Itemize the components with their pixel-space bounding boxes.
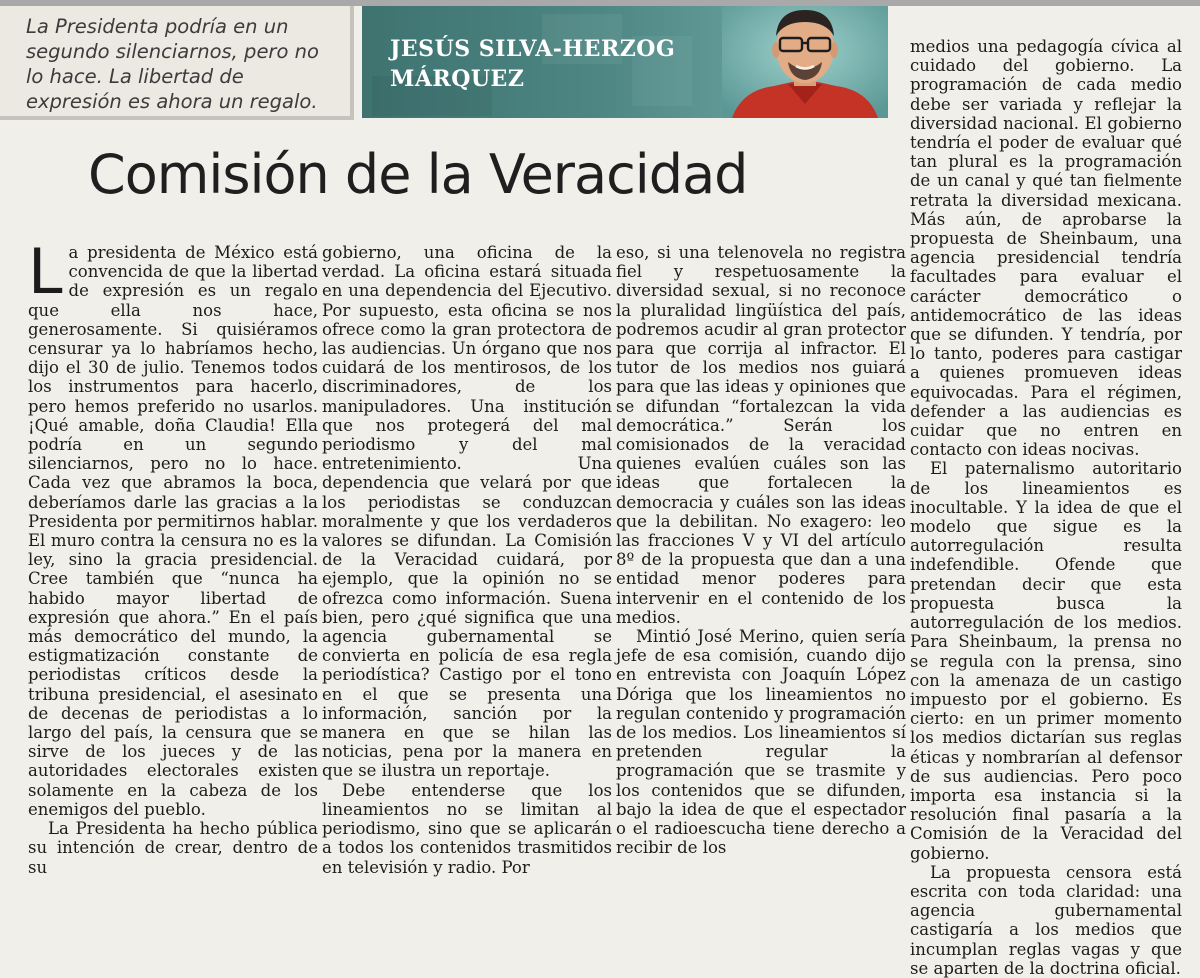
byline-banner: [362, 6, 888, 118]
author-portrait-icon: [722, 6, 888, 118]
article-paragraph: eso, si una telenovela no registra fiel y respetuosamente la diversidad sexual, si no reconoce la pluralidad lingüística del país, podremos acudir al gran protector para que corrija al infractor. El tutor de los medios nos guiará para que las ideas y opiniones que se difundan “fortalezcan la vida democrática.” Serán los comisionados de la veracidad quienes evalúen cuáles son las ideas que fortalecen la democracia y cuáles son las ideas que la debilitan. No exagero: leo las fracciones V y VI del artículo 8º de la propuesta que dan a una entidad menor poderes para intervenir en el contenido de los medios.: [616, 243, 906, 627]
article-column-2: [322, 243, 612, 877]
paragraph-text: a presidenta de México está convencida de que la libertad de expresión es un regalo que ella nos hace, generosamente. Si quisiéramos censurar ya lo habríamos hecho, dijo el 30 de julio. Tenemos todos los instrumentos para hacerlo, pero hemos preferido no usarlos. ¡Qué amable, doña Claudia! Ella podría en un segundo silenciarnos, pero no lo hace. Cada vez que abramos la boca, deberíamos darle las gracias a la Presidenta por permitirnos hablar. El muro contra la censura no es la ley, sino la gracia presidencial. Cree también que “nunca ha habido mayor libertad de expresión que ahora.” En el país más democrático del mundo, la estigmatización constante de periodistas críticos desde la tribuna presidencial, el asesinato de decenas de periodistas a lo largo del país, la censura que se sirve de los jueces y de las autoridades electorales existen solamente en la cabeza de los enemigos del pueblo.: [28, 243, 318, 819]
pull-quote: La Presidenta podría en un segundo silenciarnos, pero no lo hace. La libertad de expresión es ahora un regalo.: [26, 15, 319, 113]
article-column-4: [910, 37, 1182, 978]
author-name: [390, 34, 675, 94]
article-paragraph: El paternalismo autoritario de los lineamientos es inocultable. Y la idea de que el modelo que sigue es la autorregulación resulta indefendible. Ofende que pretendan decir que esta propuesta busca la autorregulación de los medios. Para Sheinbaum, la prensa no se regula con la prensa, sino con la amenaza de un castigo impuesto por el gobierno. Es cierto: en un primer momento los medios dictarían sus reglas éticas y nombrarían al defensor de sus audiencias. Pero poco importa esa instancia si la resolución final pasaría a la Comisión de la Veracidad del gobierno.: [910, 459, 1182, 863]
author-name-line1: JESÚS SILVA-HERZOG: [390, 36, 676, 62]
article-paragraph: [28, 235, 318, 819]
article-paragraph: Debe entenderse que los lineamientos no se limitan al periodismo, sino que se aplicarán a todos los contenidos trasmitidos en televisión y radio. Por: [322, 780, 612, 877]
article-paragraph: Mintió José Merino, quien sería jefe de esa comisión, cuando dijo en entrevista con Joaquín López Dóriga que los lineamientos no regulan contenido y programación de los medios. Los lineamientos sí pretenden regular la programación que se trasmite y los contenidos que se difunden, bajo la idea de que el espectador o el radioescucha tiene derecho a recibir de los: [616, 627, 906, 858]
article-paragraph: gobierno, una oficina de la verdad. La oficina estará situada en una dependencia del Ejecutivo. Por supuesto, esta oficina se nos ofrece como la gran protectora de las audiencias. Un órgano que nos cuidará de los mentirosos, de los discriminadores, de los manipuladores. Una institución que nos protegerá del mal periodismo y del mal entretenimiento. Una dependencia que velará por que los periodistas se conduzcan moralmente y que los verdaderos valores se difundan. La Comisión de la Veracidad cuidará, por ejemplo, que la opinión no se ofrezca como información. Suena bien, pero ¿qué significa que una agencia gubernamental se convierta en policía de esa regla periodística? Castigo por el tono en el que se presenta una información, sanción por la manera en que se hilan las noticias, pena por la manera en que se ilustra un reportaje.: [322, 243, 612, 781]
drop-cap: L: [28, 235, 63, 308]
author-name-line2: MÁRQUEZ: [390, 66, 525, 92]
article-paragraph: La propuesta censora está escrita con toda claridad: una agencia gubernamental castigaría a los medios que incumplan reglas vagas y que se aparten de la doctrina oficial.: [910, 862, 1182, 978]
article-paragraph: La Presidenta ha hecho pública su intención de crear, dentro de su: [28, 819, 318, 877]
article-column-3: [616, 243, 906, 858]
headline: Comisión de la Veracidad: [88, 143, 748, 206]
article-column-1: [28, 235, 318, 877]
article-paragraph: medios una pedagogía cívica al cuidado del gobierno. La programación de cada medio debe ser variada y reflejar la diversidad nacional. El gobierno tendría el poder de evaluar qué tan plural es la programación de un canal y qué tan fielmente retrata la diversidad mexicana. Más aún, de aprobarse la propuesta de Sheinbaum, una agencia presidencial tendría facultades para evaluar el carácter democrático o antidemocrático de las ideas que se difunden. Y tendría, por lo tanto, poderes para castigar a quienes promueven ideas equivocadas. Para el régimen, defender a las audiencias es cuidar que no entren en contacto con ideas nocivas.: [910, 37, 1182, 460]
pull-quote-box: [0, 6, 354, 120]
